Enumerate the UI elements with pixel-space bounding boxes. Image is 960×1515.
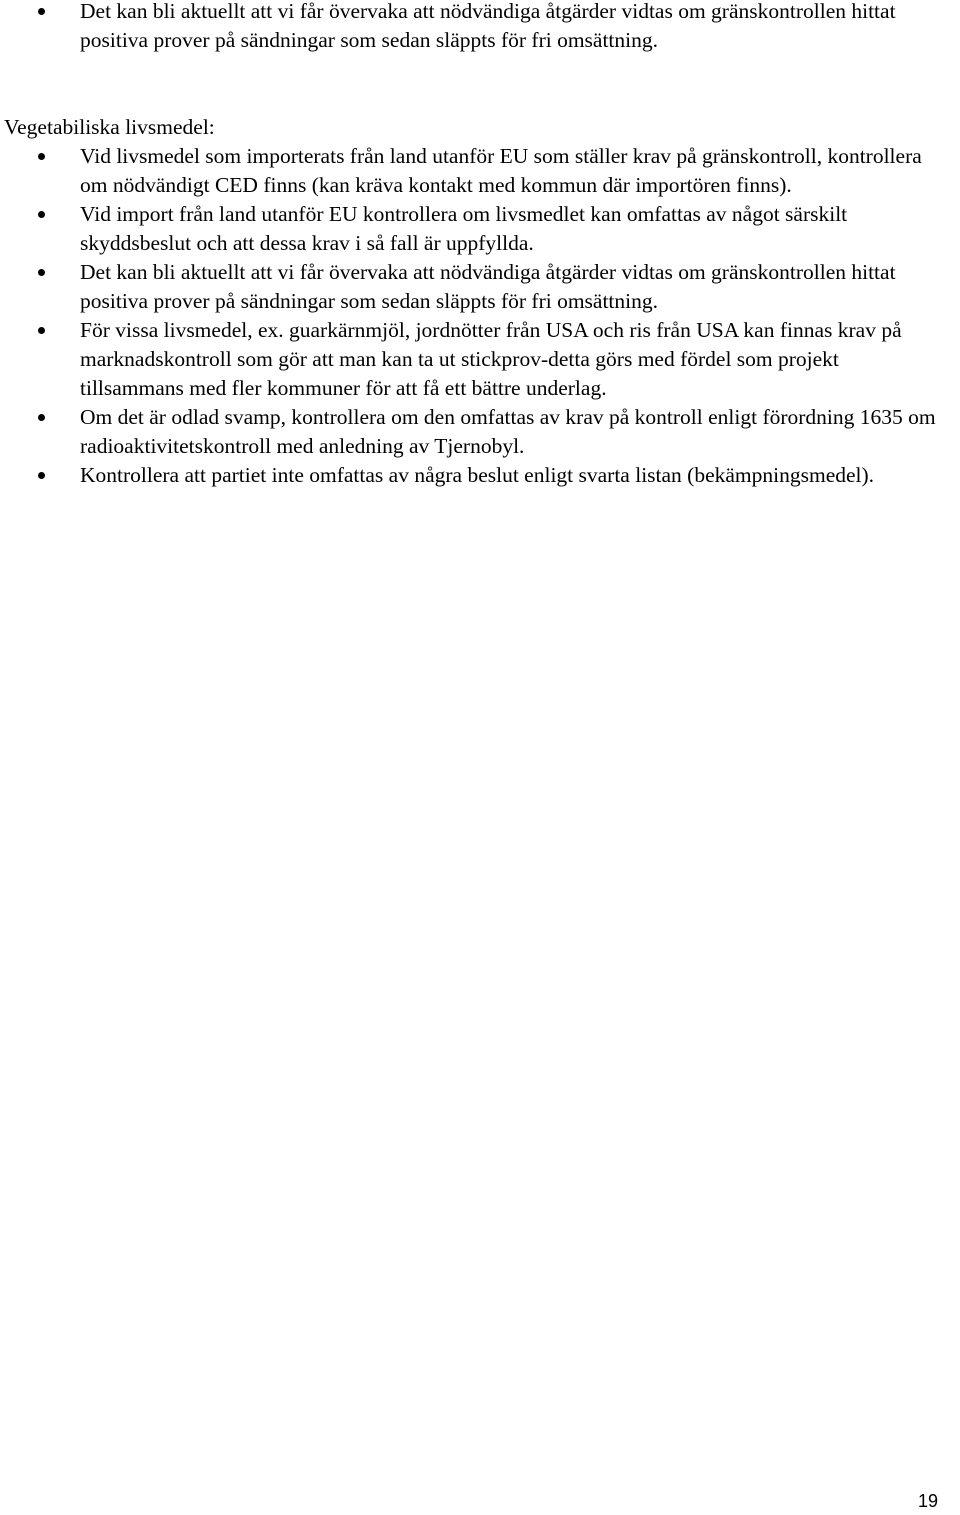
list-item-text: Om det är odlad svamp, kontrollera om den omfattas av krav på kontroll enligt förordning 1635 om radioaktivitetskontroll med anledning av Tjernobyl.: [80, 405, 936, 458]
bullet-icon: [38, 153, 45, 160]
section-heading: Vegetabiliska livsmedel:: [4, 115, 215, 139]
list-item: [0, 258, 960, 316]
bullet-icon: [38, 472, 45, 479]
list-item: [0, 461, 960, 490]
list-item-text: Det kan bli aktuellt att vi får övervaka att nödvändiga åtgärder vidtas om gränskontrollen hittat positiva prover på sändningar som sedan släppts för fri omsättning.: [80, 0, 896, 52]
list-item-text: För vissa livsmedel, ex. guarkärnmjöl, jordnötter från USA och ris från USA kan finnas krav på marknadskontroll som gör att man kan ta ut stickprov-detta görs med fördel som projekt tillsammans med fler kommuner för att få ett bättre underlag.: [80, 318, 902, 400]
list-item-text: Det kan bli aktuellt att vi får övervaka att nödvändiga åtgärder vidtas om gränskontrollen hittat positiva prover på sändningar som sedan släppts för fri omsättning.: [80, 260, 896, 313]
bullet-icon: [38, 8, 45, 15]
bullet-list-vegetabiliska: [0, 142, 960, 490]
bullet-icon: [38, 327, 45, 334]
bullet-list-top: [0, 0, 960, 55]
bullet-icon: [38, 211, 45, 218]
list-item: [0, 0, 960, 55]
list-item: [0, 403, 960, 461]
list-item: [0, 316, 960, 403]
bullet-icon: [38, 269, 45, 276]
list-item-text: Vid import från land utanför EU kontrollera om livsmedlet kan omfattas av något särskilt skyddsbeslut och att dessa krav i så fall är uppfyllda.: [80, 202, 848, 255]
list-item: [0, 142, 960, 200]
page-number: 19: [917, 1491, 938, 1511]
list-item: [0, 200, 960, 258]
list-item-text: Kontrollera att partiet inte omfattas av några beslut enligt svarta listan (bekämpningsmedel).: [80, 463, 875, 487]
list-item-text: Vid livsmedel som importerats från land utanför EU som ställer krav på gränskontroll, kontrollera om nödvändigt CED finns (kan kräva kontakt med kommun där importören finns).: [80, 144, 922, 197]
bullet-icon: [38, 414, 45, 421]
